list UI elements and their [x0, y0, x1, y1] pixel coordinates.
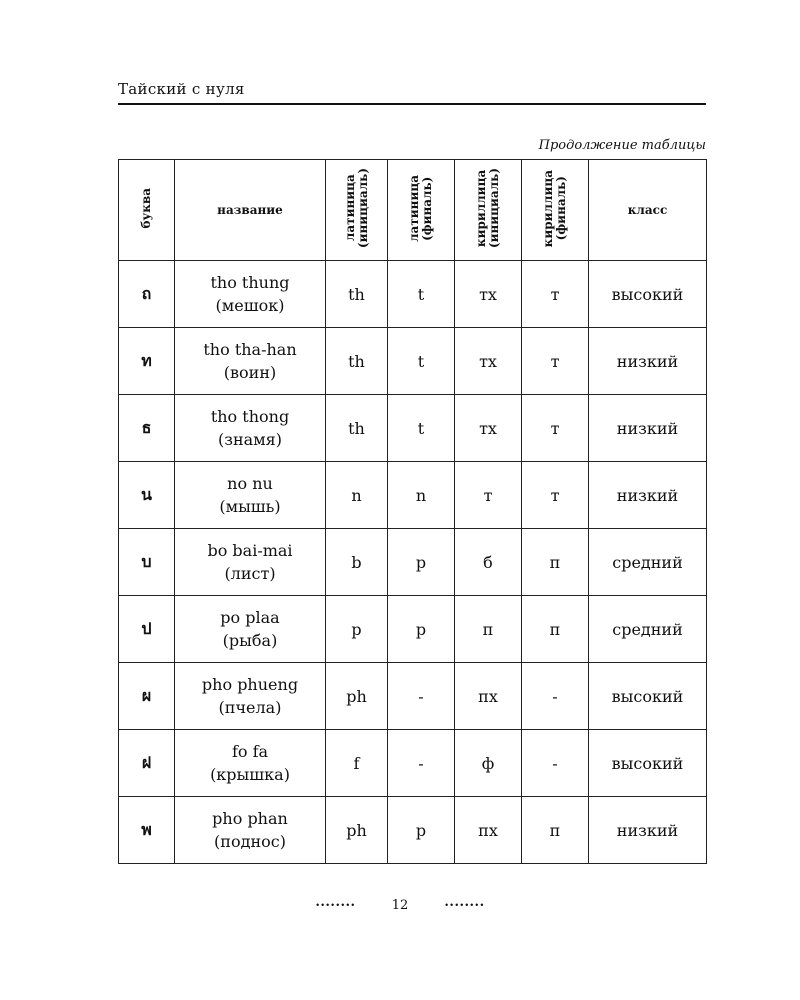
letter-name-latin: po plaa: [220, 608, 280, 627]
letter-name-ru: (знамя): [218, 430, 282, 449]
thai-letter: ธ: [119, 395, 175, 462]
letter-name-latin: tho thong: [210, 407, 290, 426]
cyr-final: т: [522, 261, 589, 328]
letter-name: [175, 596, 326, 663]
cyr-final: т: [522, 462, 589, 529]
letter-name-ru: (пчела): [218, 698, 282, 717]
header-rule: [118, 103, 706, 105]
letter-class: высокий: [589, 730, 707, 797]
latin-final: t: [388, 261, 455, 328]
letter-name: [175, 529, 326, 596]
table-row: [119, 797, 707, 864]
col-header-latin-initial: латиница (инициаль): [326, 160, 388, 261]
table-row: [119, 395, 707, 462]
col-header-letter: буква: [119, 160, 175, 261]
letter-name-ru: (рыба): [222, 631, 278, 650]
latin-final: p: [388, 529, 455, 596]
letter-class: средний: [589, 529, 707, 596]
table-row: [119, 261, 707, 328]
latin-final: n: [388, 462, 455, 529]
letter-class: низкий: [589, 797, 707, 864]
latin-initial: th: [326, 395, 388, 462]
cyr-final: т: [522, 328, 589, 395]
latin-final: p: [388, 596, 455, 663]
table-row: [119, 328, 707, 395]
letter-name-latin: no nu: [227, 474, 273, 493]
col-header-latin-final: латиница (финаль): [388, 160, 455, 261]
letter-name-ru: (поднос): [214, 832, 286, 851]
letter-name-latin: pho phueng: [201, 675, 299, 694]
letter-name: [175, 261, 326, 328]
latin-initial: ph: [326, 797, 388, 864]
cyr-initial: б: [455, 529, 522, 596]
thai-letter: บ: [119, 529, 175, 596]
latin-final: t: [388, 328, 455, 395]
letter-name: [175, 797, 326, 864]
cyr-initial: ф: [455, 730, 522, 797]
thai-letter: ผ: [119, 663, 175, 730]
cyr-initial: пх: [455, 797, 522, 864]
latin-initial: th: [326, 328, 388, 395]
thai-letter: น: [119, 462, 175, 529]
latin-final: -: [388, 730, 455, 797]
letter-name-latin: pho phan: [212, 809, 288, 828]
letter-class: средний: [589, 596, 707, 663]
letter-name-ru: (мышь): [219, 497, 281, 516]
cyr-final: п: [522, 596, 589, 663]
letter-name-latin: tho tha-han: [203, 340, 297, 359]
table-header-row: [119, 160, 707, 261]
col-header-cyr-final: кириллица (финаль): [522, 160, 589, 261]
letter-name-ru: (мешок): [215, 296, 285, 315]
latin-initial: b: [326, 529, 388, 596]
latin-initial: th: [326, 261, 388, 328]
latin-final: t: [388, 395, 455, 462]
cyr-final: п: [522, 797, 589, 864]
letter-name: [175, 395, 326, 462]
footer-dots-right: ........: [444, 895, 485, 910]
col-header-cyr-initial: кириллица (инициаль): [455, 160, 522, 261]
letter-class: низкий: [589, 462, 707, 529]
cyr-final: п: [522, 529, 589, 596]
table-row: [119, 529, 707, 596]
page-footer: [0, 895, 800, 913]
running-title: Тайский с нуля: [118, 80, 245, 98]
thai-letter: ฝ: [119, 730, 175, 797]
cyr-initial: т: [455, 462, 522, 529]
latin-initial: ph: [326, 663, 388, 730]
letter-name-latin: bo bai-mai: [207, 541, 293, 560]
latin-initial: f: [326, 730, 388, 797]
cyr-initial: тх: [455, 261, 522, 328]
col-header-name: название: [175, 160, 326, 261]
letter-name-ru: (воин): [223, 363, 277, 382]
thai-letter: ถ: [119, 261, 175, 328]
cyr-initial: пх: [455, 663, 522, 730]
latin-initial: p: [326, 596, 388, 663]
cyr-final: -: [522, 663, 589, 730]
col-header-class: класс: [589, 160, 707, 261]
letter-name-ru: (лист): [224, 564, 276, 583]
latin-initial: n: [326, 462, 388, 529]
latin-final: -: [388, 663, 455, 730]
table-row: [119, 730, 707, 797]
table-row: [119, 596, 707, 663]
letter-name-latin: tho thung: [210, 273, 290, 292]
letter-class: низкий: [589, 395, 707, 462]
letter-name: [175, 663, 326, 730]
page-number: 12: [391, 898, 409, 913]
letter-name-latin: fo fa: [231, 742, 269, 761]
cyr-initial: тх: [455, 328, 522, 395]
cyr-final: -: [522, 730, 589, 797]
consonant-table: [118, 159, 707, 864]
letter-name: [175, 328, 326, 395]
cyr-initial: п: [455, 596, 522, 663]
letter-name: [175, 462, 326, 529]
table-row: [119, 462, 707, 529]
table-continuation-label: Продолжение таблицы: [538, 138, 706, 153]
letter-class: низкий: [589, 328, 707, 395]
thai-letter: ท: [119, 328, 175, 395]
letter-class: высокий: [589, 663, 707, 730]
thai-letter: ป: [119, 596, 175, 663]
cyr-final: т: [522, 395, 589, 462]
cyr-initial: тх: [455, 395, 522, 462]
latin-final: p: [388, 797, 455, 864]
letter-name-ru: (крышка): [210, 765, 290, 784]
table-row: [119, 663, 707, 730]
letter-class: высокий: [589, 261, 707, 328]
letter-name: [175, 730, 326, 797]
footer-dots-left: ........: [315, 895, 356, 910]
thai-letter: พ: [119, 797, 175, 864]
